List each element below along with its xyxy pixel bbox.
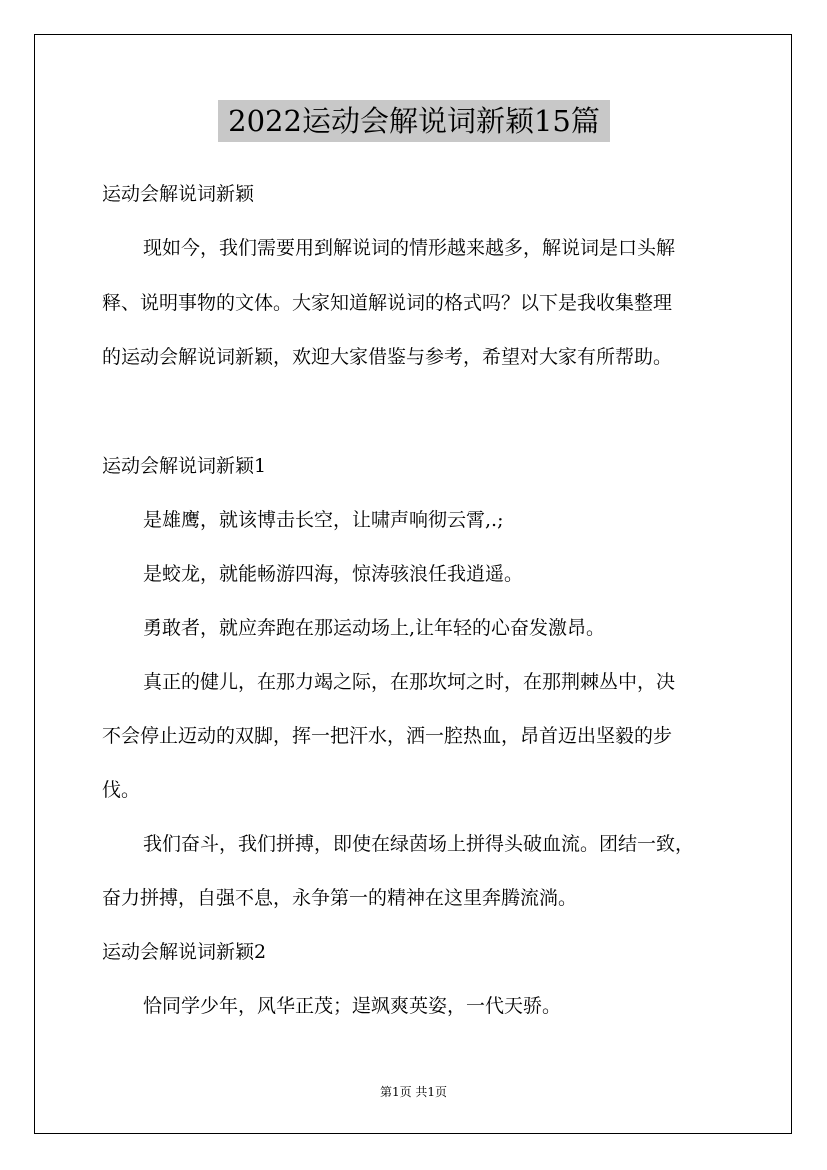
paragraph-line: 不会停止迈动的双脚，挥一把汗水，洒一腔热血，昂首迈出坚毅的步 bbox=[102, 725, 673, 747]
section-heading: 运动会解说词新颖 bbox=[102, 183, 255, 205]
section-heading: 运动会解说词新颖2 bbox=[102, 941, 267, 963]
paragraph-line: 的运动会解说词新颖，欢迎大家借鉴与参考，希望对大家有所帮助。 bbox=[102, 346, 673, 368]
paragraph-line: 释、说明事物的文体。大家知道解说词的格式吗？以下是我收集整理 bbox=[102, 292, 673, 314]
paragraph-line: 是雄鹰，就该博击长空，让啸声响彻云霄,.; bbox=[143, 509, 504, 531]
paragraph-line: 恰同学少年，风华正茂；逞飒爽英姿，一代天骄。 bbox=[143, 995, 562, 1017]
paragraph-line: 伐。 bbox=[102, 779, 141, 801]
paragraph-line: 真正的健儿，在那力竭之际，在那坎坷之时，在那荆棘丛中，决 bbox=[143, 671, 676, 693]
paragraph-line: 勇敢者，就应奔跑在那运动场上,让年轻的心奋发激昂。 bbox=[143, 617, 606, 639]
section-heading: 运动会解说词新颖1 bbox=[102, 455, 267, 477]
paragraph-line: 是蛟龙，就能畅游四海，惊涛骇浪任我逍遥。 bbox=[143, 563, 524, 585]
paragraph-line: 奋力拼搏，自强不息，永争第一的精神在这里奔腾流淌。 bbox=[102, 887, 578, 909]
paragraph-line: 现如今，我们需要用到解说词的情形越来越多，解说词是口头解 bbox=[143, 237, 676, 259]
page-footer: 第1页 共1页 bbox=[379, 1085, 448, 1099]
paragraph-line: 我们奋斗，我们拼搏，即使在绿茵场上拼得头破血流。团结一致， bbox=[143, 833, 695, 855]
document-title: 2022运动会解说词新颖15篇 bbox=[218, 100, 610, 142]
